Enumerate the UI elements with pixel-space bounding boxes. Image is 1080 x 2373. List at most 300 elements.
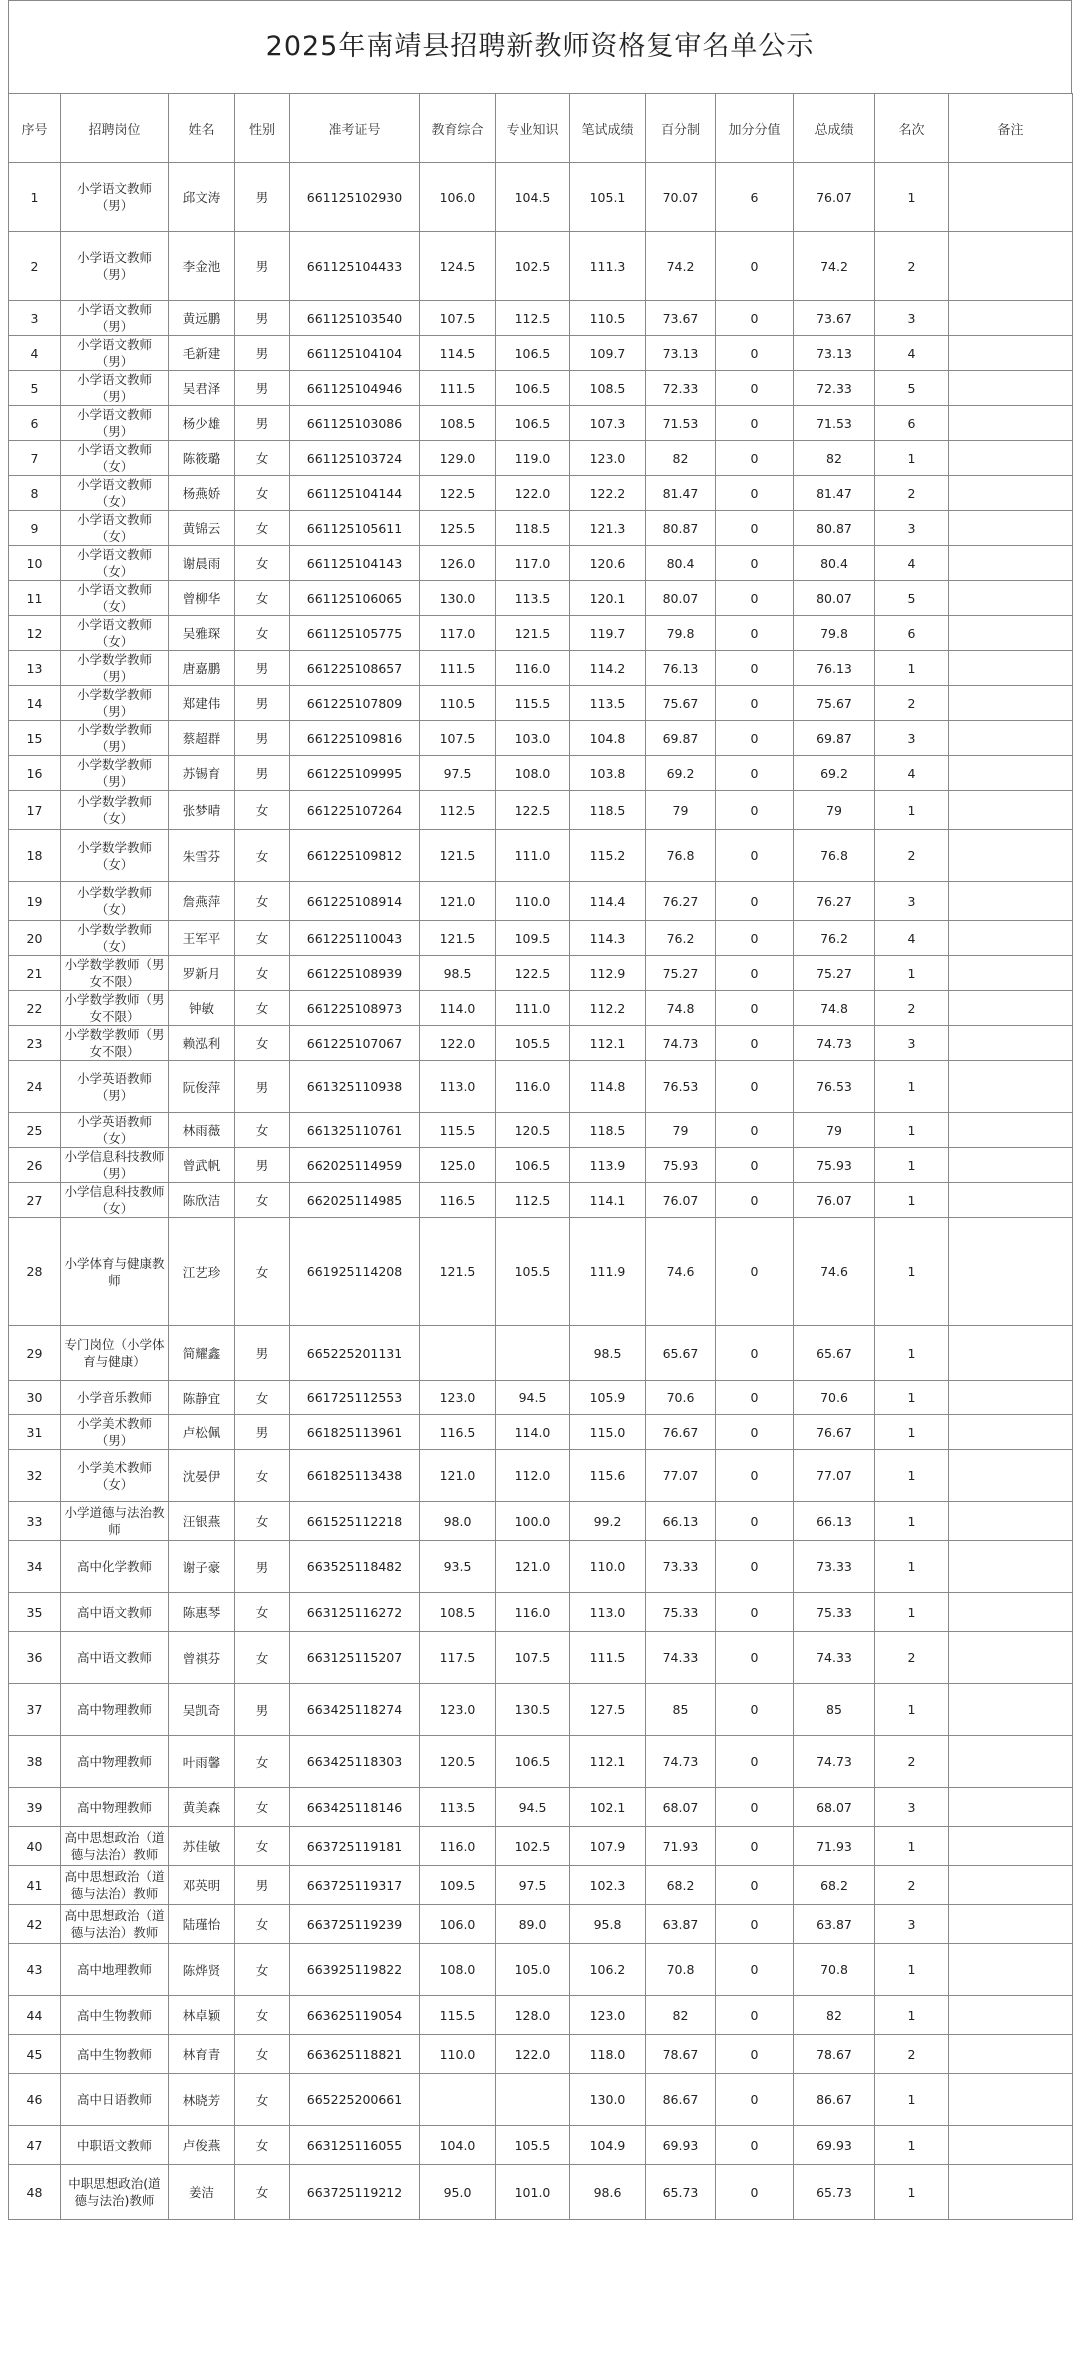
- cell-post: 小学数学教师（女）: [61, 882, 169, 921]
- table-row: [9, 2074, 1073, 2126]
- cell-total: 65.67: [794, 1326, 875, 1381]
- cell-note: [949, 1113, 1073, 1148]
- cell-sex: 男: [235, 1326, 290, 1381]
- cell-written: 113.0: [570, 1593, 646, 1632]
- cell-pct: 69.93: [646, 2126, 716, 2165]
- cell-total: 68.2: [794, 1866, 875, 1905]
- cell-no: 25: [9, 1113, 61, 1148]
- cell-total: 76.27: [794, 882, 875, 921]
- cell-rank: 3: [875, 721, 949, 756]
- cell-written: 114.4: [570, 882, 646, 921]
- cell-edu: 122.5: [420, 476, 496, 511]
- cell-edu: 93.5: [420, 1541, 496, 1593]
- cell-written: 121.3: [570, 511, 646, 546]
- cell-written: 114.1: [570, 1183, 646, 1218]
- cell-written: 113.5: [570, 686, 646, 721]
- cell-rank: 1: [875, 791, 949, 830]
- cell-pct: 70.6: [646, 1381, 716, 1415]
- cell-rank: 2: [875, 476, 949, 511]
- cell-sex: 女: [235, 1502, 290, 1541]
- cell-pro: 121.0: [496, 1541, 570, 1593]
- cell-edu: 113.0: [420, 1061, 496, 1113]
- column-header-sex: 性别: [235, 94, 290, 163]
- cell-pro: 106.5: [496, 1736, 570, 1788]
- cell-pro: 89.0: [496, 1905, 570, 1944]
- column-header-id: 准考证号: [290, 94, 420, 163]
- cell-rank: 4: [875, 336, 949, 371]
- cell-note: [949, 830, 1073, 882]
- cell-sex: 女: [235, 2074, 290, 2126]
- cell-pro: 119.0: [496, 441, 570, 476]
- cell-id: 665225200661: [290, 2074, 420, 2126]
- cell-post: 小学数学教师（男）: [61, 721, 169, 756]
- cell-pct: 82: [646, 441, 716, 476]
- cell-bonus: 0: [716, 1218, 794, 1326]
- cell-sex: 男: [235, 1061, 290, 1113]
- cell-pro: 121.5: [496, 616, 570, 651]
- cell-name: 江艺珍: [169, 1218, 235, 1326]
- cell-no: 3: [9, 301, 61, 336]
- cell-edu: 125.5: [420, 511, 496, 546]
- cell-total: 71.93: [794, 1827, 875, 1866]
- cell-edu: 124.5: [420, 232, 496, 301]
- cell-name: 林育青: [169, 2035, 235, 2074]
- cell-post: 高中地理教师: [61, 1944, 169, 1996]
- cell-sex: 男: [235, 232, 290, 301]
- cell-total: 63.87: [794, 1905, 875, 1944]
- cell-written: 123.0: [570, 1996, 646, 2035]
- cell-pct: 76.8: [646, 830, 716, 882]
- cell-name: 林雨薇: [169, 1113, 235, 1148]
- cell-rank: 2: [875, 830, 949, 882]
- table-row: [9, 1415, 1073, 1450]
- table-row: [9, 956, 1073, 991]
- cell-bonus: 0: [716, 956, 794, 991]
- table-row: [9, 163, 1073, 232]
- cell-edu: 112.5: [420, 791, 496, 830]
- cell-total: 80.07: [794, 581, 875, 616]
- table-row: [9, 1026, 1073, 1061]
- cell-id: 663525118482: [290, 1541, 420, 1593]
- cell-edu: 121.0: [420, 1450, 496, 1502]
- cell-post: 高中思想政治（道德与法治）教师: [61, 1905, 169, 1944]
- cell-written: 113.9: [570, 1148, 646, 1183]
- cell-total: 66.13: [794, 1502, 875, 1541]
- cell-edu: 117.0: [420, 616, 496, 651]
- column-header-total: 总成绩: [794, 94, 875, 163]
- cell-no: 41: [9, 1866, 61, 1905]
- cell-rank: 1: [875, 1326, 949, 1381]
- cell-sex: 男: [235, 371, 290, 406]
- cell-name: 谢晨雨: [169, 546, 235, 581]
- cell-pct: 76.27: [646, 882, 716, 921]
- cell-sex: 男: [235, 163, 290, 232]
- cell-note: [949, 1026, 1073, 1061]
- cell-edu: [420, 1326, 496, 1381]
- column-header-rank: 名次: [875, 94, 949, 163]
- cell-pro: 130.5: [496, 1684, 570, 1736]
- cell-written: 104.9: [570, 2126, 646, 2165]
- cell-name: 朱雪芬: [169, 830, 235, 882]
- cell-sex: 女: [235, 2035, 290, 2074]
- cell-sex: 女: [235, 1788, 290, 1827]
- cell-total: 74.6: [794, 1218, 875, 1326]
- cell-id: 661225108657: [290, 651, 420, 686]
- cell-total: 68.07: [794, 1788, 875, 1827]
- cell-post: 高中语文教师: [61, 1593, 169, 1632]
- cell-edu: 116.5: [420, 1183, 496, 1218]
- cell-pro: 115.5: [496, 686, 570, 721]
- cell-written: 115.6: [570, 1450, 646, 1502]
- cell-no: 45: [9, 2035, 61, 2074]
- cell-edu: 107.5: [420, 301, 496, 336]
- cell-no: 37: [9, 1684, 61, 1736]
- cell-pct: 75.93: [646, 1148, 716, 1183]
- cell-pro: 110.0: [496, 882, 570, 921]
- cell-id: 661225108973: [290, 991, 420, 1026]
- cell-sex: 男: [235, 756, 290, 791]
- cell-post: 小学数学教师（男女不限）: [61, 956, 169, 991]
- cell-sex: 男: [235, 721, 290, 756]
- cell-no: 2: [9, 232, 61, 301]
- cell-pct: 79.8: [646, 616, 716, 651]
- cell-id: 661225109816: [290, 721, 420, 756]
- cell-rank: 1: [875, 2165, 949, 2220]
- cell-no: 7: [9, 441, 61, 476]
- cell-bonus: 0: [716, 830, 794, 882]
- cell-rank: 1: [875, 1061, 949, 1113]
- cell-post: 高中思想政治（道德与法治）教师: [61, 1827, 169, 1866]
- cell-bonus: 0: [716, 1326, 794, 1381]
- column-header-pro: 专业知识: [496, 94, 570, 163]
- cell-pro: 107.5: [496, 1632, 570, 1684]
- cell-note: [949, 2165, 1073, 2220]
- roster-body: [9, 163, 1073, 2220]
- cell-pct: 68.07: [646, 1788, 716, 1827]
- cell-rank: 1: [875, 651, 949, 686]
- cell-post: 小学语文教师（男）: [61, 406, 169, 441]
- roster-sheet: [8, 0, 1072, 2220]
- cell-pct: 80.4: [646, 546, 716, 581]
- cell-written: 95.8: [570, 1905, 646, 1944]
- cell-edu: 98.0: [420, 1502, 496, 1541]
- cell-pct: 69.87: [646, 721, 716, 756]
- cell-total: 75.67: [794, 686, 875, 721]
- column-header-no: 序号: [9, 94, 61, 163]
- cell-note: [949, 1061, 1073, 1113]
- cell-rank: 2: [875, 991, 949, 1026]
- cell-no: 16: [9, 756, 61, 791]
- cell-pro: 100.0: [496, 1502, 570, 1541]
- cell-post: 高中物理教师: [61, 1788, 169, 1827]
- table-row: [9, 1381, 1073, 1415]
- cell-no: 1: [9, 163, 61, 232]
- cell-id: 661325110761: [290, 1113, 420, 1148]
- cell-written: 102.3: [570, 1866, 646, 1905]
- table-row: [9, 1827, 1073, 1866]
- cell-rank: 4: [875, 756, 949, 791]
- cell-bonus: 0: [716, 1996, 794, 2035]
- cell-pro: [496, 1326, 570, 1381]
- cell-pct: 70.8: [646, 1944, 716, 1996]
- cell-bonus: 0: [716, 2035, 794, 2074]
- cell-total: 73.13: [794, 336, 875, 371]
- cell-edu: 114.0: [420, 991, 496, 1026]
- cell-pro: 101.0: [496, 2165, 570, 2220]
- cell-name: 姜洁: [169, 2165, 235, 2220]
- cell-name: 李金池: [169, 232, 235, 301]
- cell-rank: 1: [875, 1381, 949, 1415]
- cell-name: 曾柳华: [169, 581, 235, 616]
- page-title: 2025年南靖县招聘新教师资格复审名单公示: [8, 0, 1072, 93]
- column-header-note: 备注: [949, 94, 1073, 163]
- cell-id: 663425118274: [290, 1684, 420, 1736]
- cell-post: 小学数学教师（女）: [61, 921, 169, 956]
- cell-pct: 73.13: [646, 336, 716, 371]
- table-row: [9, 1218, 1073, 1326]
- cell-pro: 120.5: [496, 1113, 570, 1148]
- cell-pct: 74.2: [646, 232, 716, 301]
- cell-pct: 63.87: [646, 1905, 716, 1944]
- cell-id: 661225107809: [290, 686, 420, 721]
- cell-pct: 81.47: [646, 476, 716, 511]
- table-row: [9, 1996, 1073, 2035]
- cell-bonus: 0: [716, 1684, 794, 1736]
- cell-written: 114.8: [570, 1061, 646, 1113]
- cell-edu: 123.0: [420, 1381, 496, 1415]
- cell-written: 127.5: [570, 1684, 646, 1736]
- cell-post: 小学语文教师（男）: [61, 163, 169, 232]
- cell-no: 34: [9, 1541, 61, 1593]
- header-row: [9, 94, 1073, 163]
- cell-sex: 女: [235, 581, 290, 616]
- cell-post: 高中生物教师: [61, 1996, 169, 2035]
- cell-pro: 102.5: [496, 1827, 570, 1866]
- cell-pct: 71.93: [646, 1827, 716, 1866]
- cell-no: 23: [9, 1026, 61, 1061]
- cell-name: 林卓颖: [169, 1996, 235, 2035]
- cell-pct: 79: [646, 1113, 716, 1148]
- table-row: [9, 651, 1073, 686]
- cell-bonus: 0: [716, 1905, 794, 1944]
- table-row: [9, 1183, 1073, 1218]
- cell-rank: 4: [875, 546, 949, 581]
- cell-name: 曾武帆: [169, 1148, 235, 1183]
- cell-bonus: 0: [716, 546, 794, 581]
- cell-pro: 106.5: [496, 336, 570, 371]
- cell-note: [949, 1326, 1073, 1381]
- cell-id: 661825113438: [290, 1450, 420, 1502]
- cell-note: [949, 406, 1073, 441]
- cell-no: 21: [9, 956, 61, 991]
- cell-written: 114.3: [570, 921, 646, 956]
- cell-bonus: 0: [716, 1944, 794, 1996]
- cell-id: 661125104104: [290, 336, 420, 371]
- cell-pct: 76.13: [646, 651, 716, 686]
- cell-post: 高中思想政治（道德与法治）教师: [61, 1866, 169, 1905]
- cell-total: 71.53: [794, 406, 875, 441]
- cell-id: 661225109812: [290, 830, 420, 882]
- cell-post: 小学数学教师（男）: [61, 651, 169, 686]
- cell-written: 104.8: [570, 721, 646, 756]
- cell-bonus: 0: [716, 476, 794, 511]
- cell-edu: 121.5: [420, 830, 496, 882]
- cell-bonus: 0: [716, 2165, 794, 2220]
- cell-bonus: 0: [716, 441, 794, 476]
- cell-total: 76.07: [794, 1183, 875, 1218]
- cell-pro: 108.0: [496, 756, 570, 791]
- cell-pro: 102.5: [496, 232, 570, 301]
- cell-id: 661825113961: [290, 1415, 420, 1450]
- cell-id: 661125104144: [290, 476, 420, 511]
- cell-bonus: 0: [716, 1541, 794, 1593]
- cell-total: 72.33: [794, 371, 875, 406]
- cell-pro: 106.5: [496, 371, 570, 406]
- cell-written: 130.0: [570, 2074, 646, 2126]
- cell-sex: 男: [235, 1684, 290, 1736]
- cell-id: 663125116055: [290, 2126, 420, 2165]
- cell-note: [949, 956, 1073, 991]
- cell-bonus: 0: [716, 1148, 794, 1183]
- cell-total: 75.33: [794, 1593, 875, 1632]
- cell-bonus: 0: [716, 511, 794, 546]
- cell-no: 20: [9, 921, 61, 956]
- cell-sex: 女: [235, 1593, 290, 1632]
- table-row: [9, 1061, 1073, 1113]
- cell-sex: 女: [235, 921, 290, 956]
- cell-rank: 2: [875, 1736, 949, 1788]
- cell-name: 杨少雄: [169, 406, 235, 441]
- cell-id: 661125103086: [290, 406, 420, 441]
- cell-edu: 115.5: [420, 1996, 496, 2035]
- cell-total: 74.33: [794, 1632, 875, 1684]
- cell-written: 105.1: [570, 163, 646, 232]
- cell-no: 22: [9, 991, 61, 1026]
- cell-bonus: 0: [716, 1866, 794, 1905]
- cell-id: 661125106065: [290, 581, 420, 616]
- cell-bonus: 0: [716, 301, 794, 336]
- cell-sex: 女: [235, 1381, 290, 1415]
- cell-note: [949, 1684, 1073, 1736]
- cell-rank: 1: [875, 1450, 949, 1502]
- cell-sex: 女: [235, 991, 290, 1026]
- cell-edu: 114.5: [420, 336, 496, 371]
- table-row: [9, 511, 1073, 546]
- cell-pct: 69.2: [646, 756, 716, 791]
- cell-name: 苏佳敏: [169, 1827, 235, 1866]
- cell-pct: 75.67: [646, 686, 716, 721]
- cell-rank: 4: [875, 921, 949, 956]
- cell-pro: 97.5: [496, 1866, 570, 1905]
- cell-post: 专门岗位（小学体育与健康）: [61, 1326, 169, 1381]
- cell-bonus: 0: [716, 1415, 794, 1450]
- cell-pro: 122.5: [496, 956, 570, 991]
- cell-edu: 98.5: [420, 956, 496, 991]
- cell-rank: 1: [875, 2126, 949, 2165]
- cell-pro: 106.5: [496, 406, 570, 441]
- cell-pct: 74.8: [646, 991, 716, 1026]
- cell-written: 123.0: [570, 441, 646, 476]
- cell-note: [949, 791, 1073, 830]
- cell-edu: 110.0: [420, 2035, 496, 2074]
- cell-note: [949, 336, 1073, 371]
- cell-post: 高中物理教师: [61, 1684, 169, 1736]
- cell-post: 小学语文教师（男）: [61, 336, 169, 371]
- cell-id: 661225107264: [290, 791, 420, 830]
- cell-no: 24: [9, 1061, 61, 1113]
- cell-sex: 女: [235, 882, 290, 921]
- cell-post: 小学美术教师（女）: [61, 1450, 169, 1502]
- cell-id: 663725119181: [290, 1827, 420, 1866]
- cell-pct: 74.73: [646, 1736, 716, 1788]
- cell-name: 吴雅琛: [169, 616, 235, 651]
- cell-note: [949, 581, 1073, 616]
- cell-post: 小学语文教师（女）: [61, 616, 169, 651]
- cell-name: 曾祺芬: [169, 1632, 235, 1684]
- cell-name: 谢子豪: [169, 1541, 235, 1593]
- table-row: [9, 581, 1073, 616]
- cell-note: [949, 1788, 1073, 1827]
- cell-id: 661125103540: [290, 301, 420, 336]
- cell-post: 小学语文教师（女）: [61, 511, 169, 546]
- cell-name: 郑建伟: [169, 686, 235, 721]
- cell-bonus: 0: [716, 921, 794, 956]
- cell-total: 70.6: [794, 1381, 875, 1415]
- cell-id: 661125105611: [290, 511, 420, 546]
- cell-edu: 95.0: [420, 2165, 496, 2220]
- cell-sex: 男: [235, 1148, 290, 1183]
- cell-name: 蔡超群: [169, 721, 235, 756]
- table-row: [9, 1866, 1073, 1905]
- cell-written: 98.6: [570, 2165, 646, 2220]
- table-row: [9, 1148, 1073, 1183]
- cell-written: 112.9: [570, 956, 646, 991]
- cell-bonus: 0: [716, 1381, 794, 1415]
- cell-name: 毛新建: [169, 336, 235, 371]
- cell-sex: 女: [235, 1450, 290, 1502]
- cell-bonus: 0: [716, 686, 794, 721]
- cell-rank: 1: [875, 1183, 949, 1218]
- cell-edu: 106.0: [420, 163, 496, 232]
- cell-bonus: 0: [716, 2126, 794, 2165]
- cell-pro: 118.5: [496, 511, 570, 546]
- cell-written: 120.6: [570, 546, 646, 581]
- table-row: [9, 232, 1073, 301]
- cell-edu: 120.5: [420, 1736, 496, 1788]
- cell-name: 钟敏: [169, 991, 235, 1026]
- cell-edu: 110.5: [420, 686, 496, 721]
- cell-edu: 113.5: [420, 1788, 496, 1827]
- cell-edu: 121.5: [420, 921, 496, 956]
- cell-sex: 女: [235, 1183, 290, 1218]
- cell-total: 86.67: [794, 2074, 875, 2126]
- cell-total: 74.2: [794, 232, 875, 301]
- cell-edu: 108.5: [420, 406, 496, 441]
- table-row: [9, 441, 1073, 476]
- cell-written: 115.2: [570, 830, 646, 882]
- cell-written: 120.1: [570, 581, 646, 616]
- cell-total: 80.4: [794, 546, 875, 581]
- cell-no: 4: [9, 336, 61, 371]
- cell-rank: 2: [875, 1866, 949, 1905]
- cell-no: 38: [9, 1736, 61, 1788]
- cell-post: 高中语文教师: [61, 1632, 169, 1684]
- cell-pct: 76.53: [646, 1061, 716, 1113]
- cell-written: 107.9: [570, 1827, 646, 1866]
- cell-pct: 82: [646, 1996, 716, 2035]
- cell-edu: 106.0: [420, 1905, 496, 1944]
- cell-total: 76.13: [794, 651, 875, 686]
